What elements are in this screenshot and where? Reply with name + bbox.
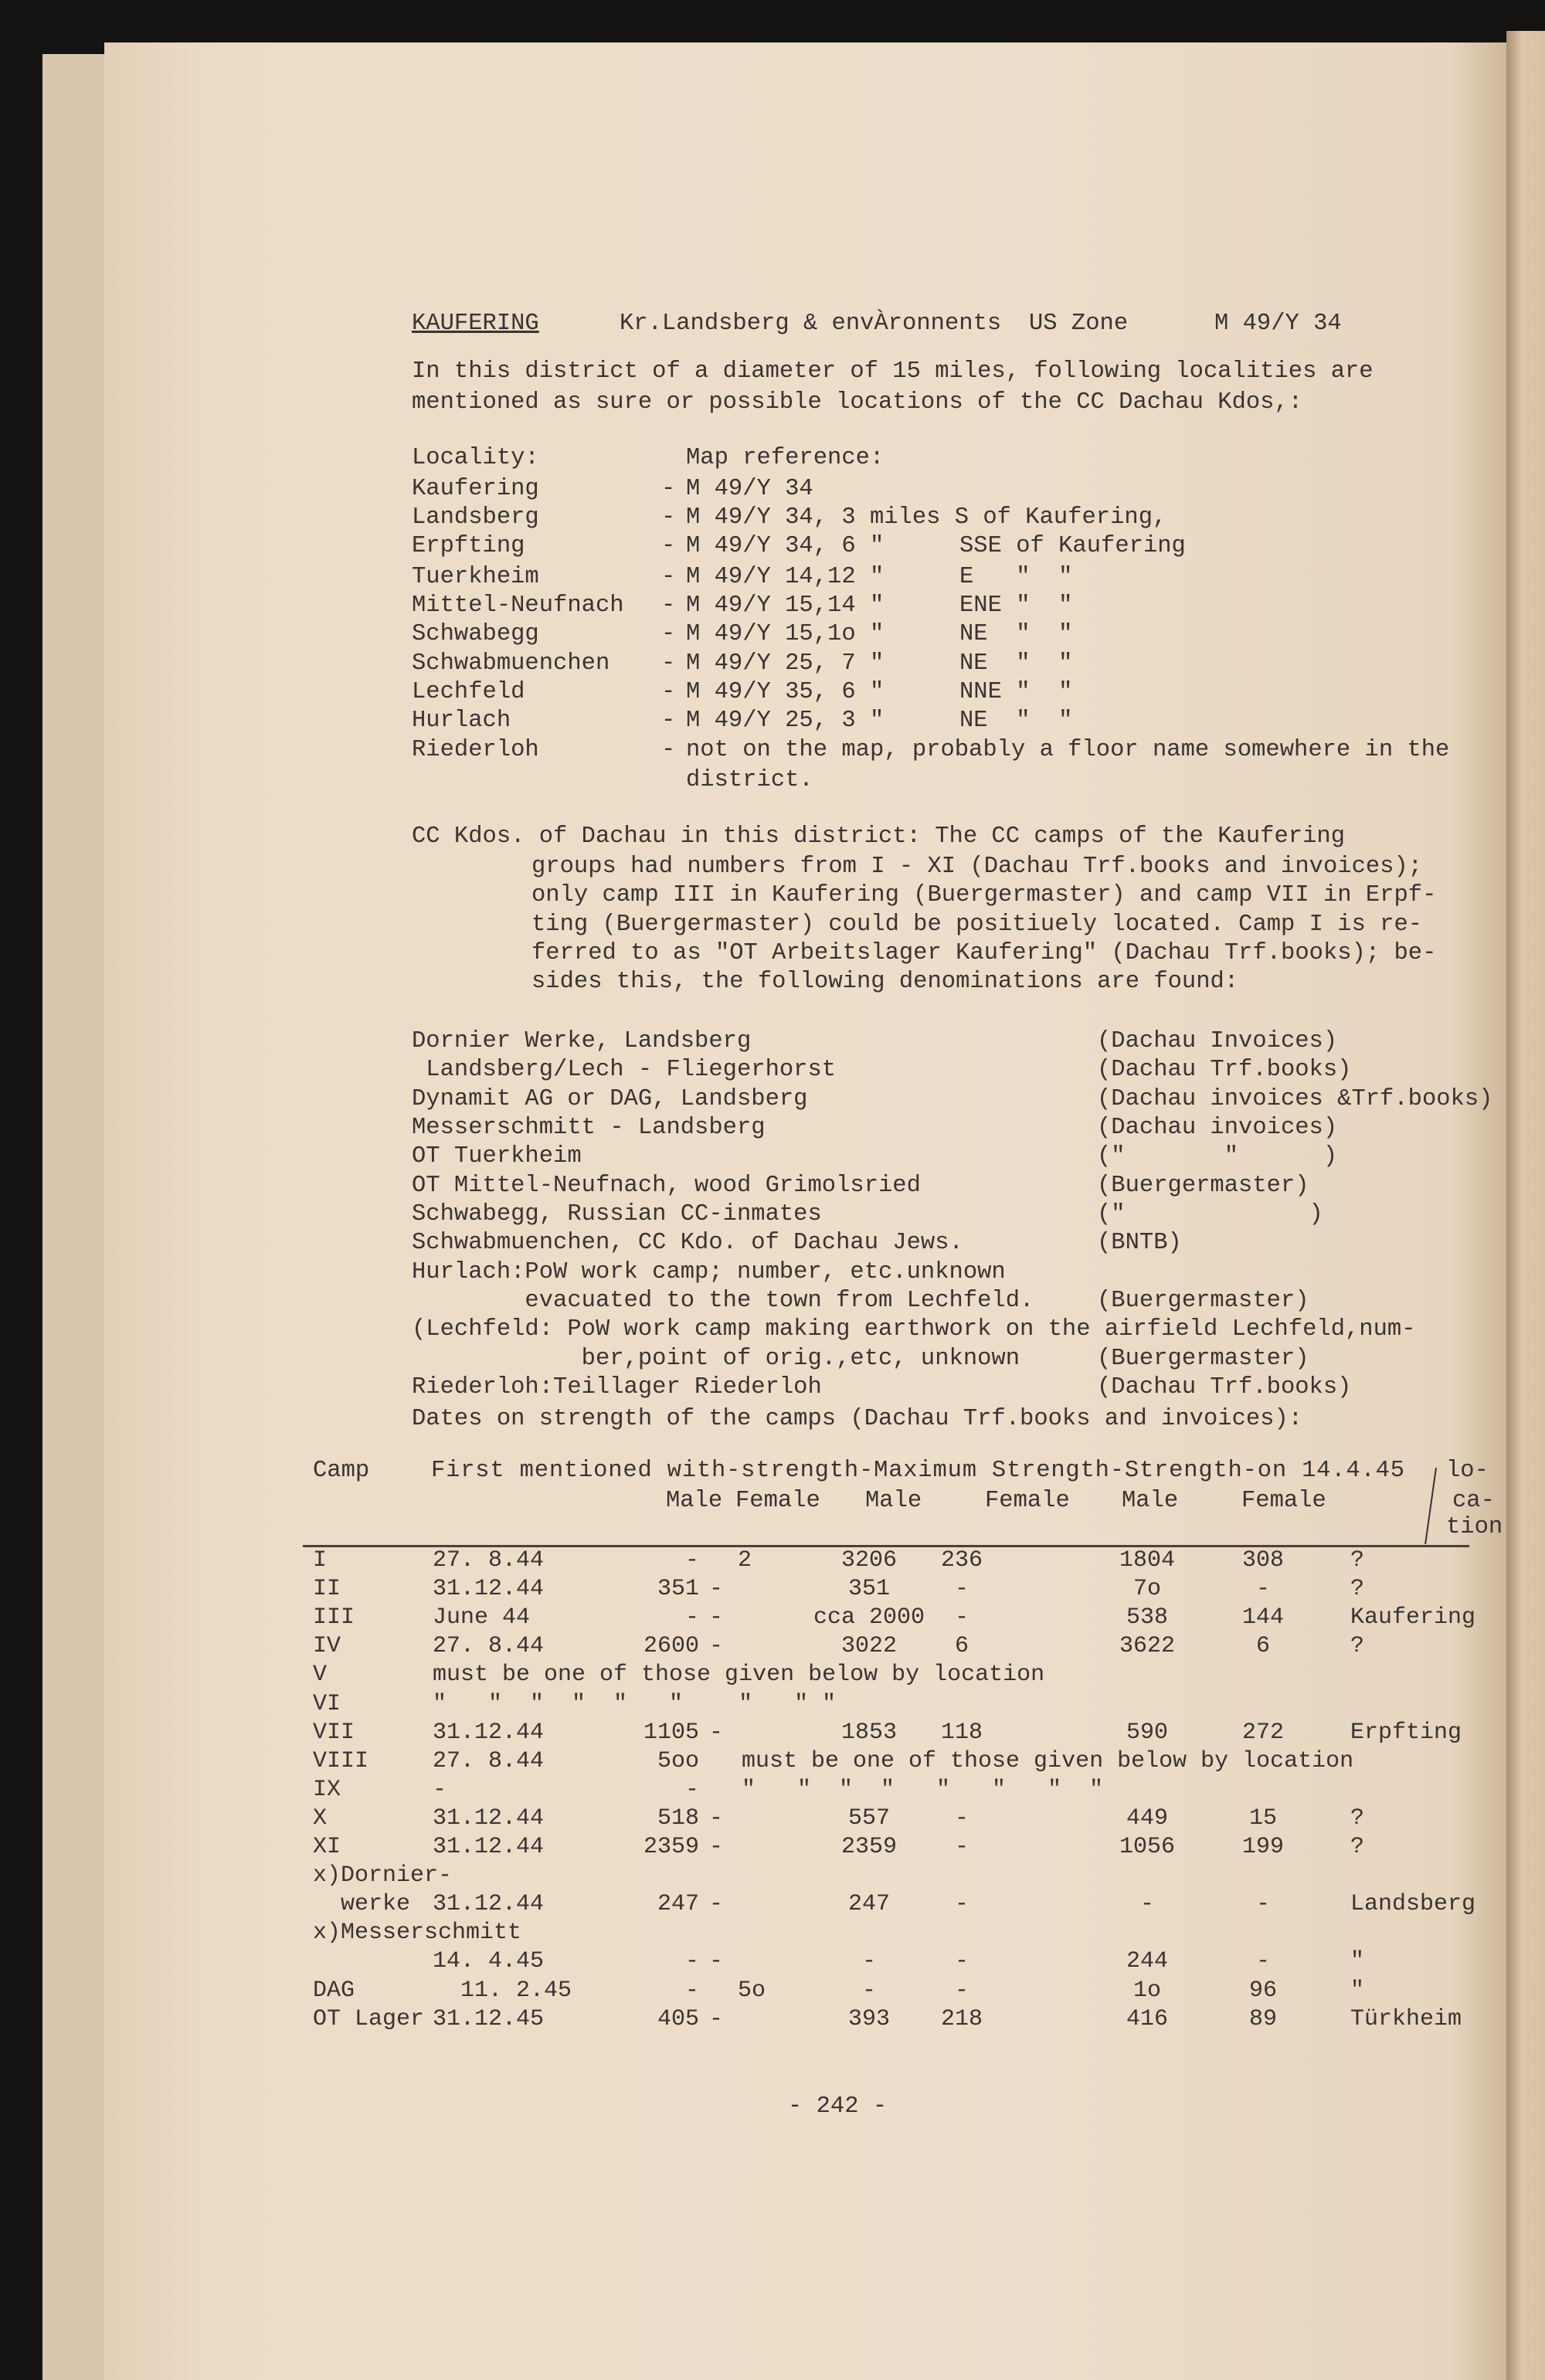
strength-on-date-male: 7o bbox=[1132, 1576, 1161, 1603]
with-strength-female: - bbox=[709, 1834, 724, 1860]
with-strength-female: - bbox=[709, 2005, 724, 2032]
with-strength-female: - bbox=[709, 1633, 724, 1660]
camp-location: Landsberg bbox=[1350, 1891, 1476, 1918]
camp-id: x)Messerschmitt bbox=[313, 1920, 522, 1947]
first-mentioned-date: 31.12.44 bbox=[433, 1719, 545, 1746]
with-strength-male: 247 bbox=[657, 1891, 699, 1918]
with-strength-male: 405 bbox=[657, 2005, 699, 2032]
page-stack-edge bbox=[81, 54, 107, 2380]
locality-map-reference: M 49/Y 15,1o " bbox=[686, 621, 885, 647]
locality-name: Lechfeld bbox=[412, 679, 525, 705]
locality-map-reference: M 49/Y 15,14 " bbox=[686, 592, 885, 619]
strength-on-date-female: - bbox=[1255, 1576, 1270, 1603]
table-header-location: tion bbox=[1446, 1514, 1503, 1540]
denomination-source: (Dachau Trf.books) bbox=[1097, 1374, 1352, 1400]
camp-id: III bbox=[313, 1604, 355, 1631]
camp-location: Türkheim bbox=[1350, 2005, 1462, 2032]
locality-direction: NE " " bbox=[959, 650, 1073, 677]
camp-id: VI bbox=[313, 1690, 341, 1717]
maximum-strength-female: - bbox=[954, 1805, 969, 1832]
strength-on-date-female: 96 bbox=[1248, 1977, 1277, 2004]
maximum-strength-female: - bbox=[954, 1977, 969, 2004]
first-mentioned-date: 31.12.44 bbox=[433, 1891, 545, 1918]
locality-direction: NE " " bbox=[959, 621, 1073, 647]
locality-name: Mittel-Neufnach bbox=[412, 592, 624, 619]
table-header-main: First mentioned with-strength-Maximum Strength-Strength-on 14.4.45 bbox=[431, 1458, 1405, 1484]
strength-on-date-female: 144 bbox=[1241, 1604, 1284, 1631]
locality-map-reference: not on the map, probably a floor name somewhere in the bbox=[686, 737, 1450, 763]
denomination-source: (" ) bbox=[1097, 1201, 1323, 1227]
maximum-strength-male: 2359 bbox=[840, 1834, 897, 1860]
strength-on-date-female: 89 bbox=[1248, 2005, 1277, 2032]
with-strength-male: 2600 bbox=[643, 1633, 699, 1660]
map-column-header: Map reference: bbox=[686, 445, 885, 471]
maximum-strength-female: - bbox=[954, 1834, 969, 1860]
locality-name: Schwabegg bbox=[412, 621, 539, 647]
locality-map-reference: M 49/Y 35, 6 " bbox=[686, 679, 885, 705]
camp-id: IV bbox=[313, 1633, 341, 1660]
page-number: - 242 - bbox=[788, 2093, 888, 2120]
denomination-source: (Dachau invoices &Trf.books) bbox=[1097, 1086, 1493, 1112]
dash: - bbox=[661, 679, 676, 705]
with-strength-male: - bbox=[684, 1604, 699, 1631]
with-strength-male: 518 bbox=[657, 1805, 699, 1832]
locality-direction: NNE " " bbox=[959, 679, 1073, 705]
row-note: " " " " " " " " bbox=[742, 1776, 1104, 1803]
camp-id: VII bbox=[313, 1719, 355, 1746]
with-strength-female: - bbox=[709, 1576, 724, 1603]
camp-location: ? bbox=[1350, 1805, 1365, 1832]
denomination-source: (Dachau invoices) bbox=[1097, 1115, 1338, 1141]
with-strength-female: - bbox=[709, 1948, 724, 1975]
page-title: KAUFERING bbox=[412, 311, 539, 337]
table-header-camp: Camp bbox=[313, 1458, 370, 1484]
row-note: must be one of those given below by location bbox=[433, 1662, 1045, 1689]
dash: - bbox=[661, 533, 676, 559]
dash: - bbox=[661, 621, 676, 647]
locality-map-reference: M 49/Y 34, 6 " bbox=[686, 533, 885, 559]
denomination-name: Dynamit AG or DAG, Landsberg bbox=[412, 1086, 808, 1112]
maximum-strength-male: - bbox=[861, 1977, 876, 2004]
camp-location: ? bbox=[1350, 1633, 1365, 1660]
camp-location: Kaufering bbox=[1350, 1604, 1476, 1631]
locality-map-reference: M 49/Y 34, 3 miles S of Kaufering, bbox=[686, 504, 1167, 531]
row-note: must be one of those given below by location bbox=[742, 1747, 1354, 1774]
denomination-source: (" " ) bbox=[1097, 1143, 1338, 1170]
strength-on-date-female: 199 bbox=[1241, 1834, 1284, 1860]
next-page-edge bbox=[1506, 31, 1545, 2380]
maximum-strength-male: 393 bbox=[847, 2005, 890, 2032]
with-strength-male: 2359 bbox=[643, 1834, 699, 1860]
camp-location: ? bbox=[1350, 1547, 1365, 1574]
dash: - bbox=[661, 564, 676, 590]
maximum-strength-female: 6 bbox=[954, 1633, 969, 1660]
camp-id: DAG bbox=[313, 1977, 355, 2004]
locality-map-reference: M 49/Y 14,12 " bbox=[686, 564, 885, 590]
first-mentioned-date: 14. 4.45 bbox=[433, 1948, 545, 1975]
denomination-name: Dornier Werke, Landsberg bbox=[412, 1028, 752, 1054]
first-mentioned-date: - bbox=[433, 1776, 447, 1803]
denomination-name: (Lechfeld: PoW work camp making earthwork on the airfield Lechfeld,num- bbox=[412, 1316, 1416, 1343]
zone: US Zone bbox=[1029, 311, 1129, 337]
locality-name: Kaufering bbox=[412, 476, 539, 502]
map-reference: M 49/Y 34 bbox=[1214, 311, 1342, 337]
maximum-strength-female: 236 bbox=[940, 1547, 983, 1574]
dash: - bbox=[661, 737, 676, 763]
first-mentioned-date: 27. 8.44 bbox=[433, 1547, 545, 1574]
strength-on-date-female: - bbox=[1255, 1891, 1270, 1918]
with-strength-female: 5o bbox=[738, 1977, 766, 2004]
maximum-strength-male: 1853 bbox=[840, 1719, 897, 1746]
dash: - bbox=[661, 476, 676, 502]
camp-id: werke bbox=[313, 1891, 411, 1918]
first-mentioned-date: 31.12.45 bbox=[433, 2005, 545, 2032]
maximum-strength-male: 3206 bbox=[840, 1547, 897, 1574]
strength-on-date-male: 1o bbox=[1132, 1977, 1161, 2004]
first-mentioned-date: 11. 2.45 bbox=[433, 1977, 572, 2004]
with-strength-female: 2 bbox=[738, 1547, 752, 1574]
camp-id: x)Dornier- bbox=[313, 1862, 453, 1889]
with-strength-male: 5oo bbox=[657, 1747, 699, 1774]
table-subheader: Female bbox=[735, 1488, 820, 1514]
first-mentioned-date: 27. 8.44 bbox=[433, 1747, 545, 1774]
cc-kdos-paragraph-line: groups had numbers from I - XI (Dachau Trf.books and invoices); bbox=[531, 854, 1423, 880]
locality-direction: ENE " " bbox=[959, 592, 1073, 619]
intro-line: In this district of a diameter of 15 miles, following localities are bbox=[412, 358, 1374, 385]
locality-map-reference: M 49/Y 25, 3 " bbox=[686, 708, 885, 734]
dash: - bbox=[661, 650, 676, 677]
table-subheader: Male bbox=[865, 1488, 922, 1514]
denomination-name: Schwabegg, Russian CC-inmates bbox=[412, 1201, 822, 1227]
cc-kdos-paragraph-line: ferred to as "OT Arbeitslager Kaufering" (Dachau Trf.books); be- bbox=[531, 940, 1437, 966]
strength-on-date-male: 1804 bbox=[1119, 1547, 1175, 1574]
first-mentioned-date: 27. 8.44 bbox=[433, 1633, 545, 1660]
riederloh-continuation: district. bbox=[686, 767, 813, 793]
strength-on-date-female: - bbox=[1255, 1948, 1270, 1975]
dash: - bbox=[661, 708, 676, 734]
intro-line: mentioned as sure or possible locations of the CC Dachau Kdos,: bbox=[412, 389, 1303, 416]
maximum-strength-female: - bbox=[954, 1948, 969, 1975]
table-subheader: Female bbox=[985, 1488, 1070, 1514]
locality-name: Erpfting bbox=[412, 533, 525, 559]
strength-on-date-female: 6 bbox=[1255, 1633, 1270, 1660]
maximum-strength-female: - bbox=[954, 1576, 969, 1603]
with-strength-female: - bbox=[709, 1604, 724, 1631]
maximum-strength-female: 218 bbox=[940, 2005, 983, 2032]
maximum-strength-male: 247 bbox=[847, 1891, 890, 1918]
maximum-strength-male: 557 bbox=[847, 1805, 890, 1832]
locality-name: Riederloh bbox=[412, 737, 539, 763]
locality-name: Schwabmuenchen bbox=[412, 650, 610, 677]
denomination-name: Landsberg/Lech - Fliegerhorst bbox=[412, 1057, 837, 1083]
denomination-source: (Dachau Invoices) bbox=[1097, 1028, 1338, 1054]
camp-id: V bbox=[313, 1662, 328, 1689]
cc-kdos-paragraph-line: ting (Buergermaster) could be positiuely located. Camp I is re- bbox=[531, 912, 1423, 938]
locality-name: Tuerkheim bbox=[412, 564, 539, 590]
strength-on-date-male: 449 bbox=[1126, 1805, 1168, 1832]
table-subheader: Male bbox=[1122, 1488, 1179, 1514]
first-mentioned-date: 31.12.44 bbox=[433, 1576, 545, 1603]
denomination-name: Dates on strength of the camps (Dachau Trf.books and invoices): bbox=[412, 1406, 1303, 1432]
camp-id: I bbox=[313, 1547, 328, 1574]
maximum-strength-male: cca 2000 bbox=[813, 1604, 925, 1631]
table-header-location: lo- bbox=[1446, 1458, 1489, 1484]
locality-map-reference: M 49/Y 25, 7 " bbox=[686, 650, 885, 677]
camp-id: OT Lager bbox=[313, 2005, 425, 2032]
camp-location: Erpfting bbox=[1350, 1719, 1462, 1746]
strength-on-date-male: - bbox=[1139, 1891, 1154, 1918]
table-header-location: ca- bbox=[1452, 1488, 1495, 1514]
strength-on-date-female: 272 bbox=[1241, 1719, 1284, 1746]
cc-kdos-paragraph-line: only camp III in Kaufering (Buergermaster) and camp VII in Erpf- bbox=[531, 882, 1437, 908]
with-strength-male: - bbox=[684, 1776, 699, 1803]
table-subheader: Male bbox=[666, 1488, 723, 1514]
cc-kdos-paragraph-line: sides this, the following denominations are found: bbox=[531, 969, 1239, 995]
with-strength-male: - bbox=[684, 1547, 699, 1574]
denomination-source: (BNTB) bbox=[1097, 1230, 1182, 1256]
camp-location: ? bbox=[1350, 1576, 1365, 1603]
strength-on-date-male: 1056 bbox=[1119, 1834, 1175, 1860]
camp-location: " bbox=[1350, 1977, 1365, 2004]
denomination-name: Messerschmitt - Landsberg bbox=[412, 1115, 766, 1141]
denomination-name: evacuated to the town from Lechfeld. bbox=[412, 1288, 1034, 1314]
denomination-source: (Buergermaster) bbox=[1097, 1173, 1309, 1199]
denomination-name: Riederloh:Teillager Riederloh bbox=[412, 1374, 822, 1400]
strength-on-date-male: 244 bbox=[1126, 1948, 1168, 1975]
with-strength-female: - bbox=[709, 1805, 724, 1832]
maximum-strength-female: - bbox=[954, 1604, 969, 1631]
camp-id: II bbox=[313, 1576, 341, 1603]
with-strength-male: - bbox=[684, 1948, 699, 1975]
strength-on-date-male: 416 bbox=[1126, 2005, 1168, 2032]
denomination-source: (Buergermaster) bbox=[1097, 1288, 1309, 1314]
camp-location: " bbox=[1350, 1948, 1365, 1975]
maximum-strength-male: - bbox=[861, 1948, 876, 1975]
denomination-name: ber,point of orig.,etc, unknown bbox=[412, 1346, 1020, 1372]
camp-id: IX bbox=[313, 1776, 341, 1803]
with-strength-female: - bbox=[709, 1891, 724, 1918]
row-note: " " " " " " " " " bbox=[433, 1690, 837, 1717]
with-strength-male: 1105 bbox=[643, 1719, 699, 1746]
denomination-source: (Dachau Trf.books) bbox=[1097, 1057, 1352, 1083]
maximum-strength-male: 3022 bbox=[840, 1633, 897, 1660]
camp-id: X bbox=[313, 1805, 328, 1832]
district: Kr.Landsberg & envÀronnents bbox=[620, 311, 1002, 337]
denomination-source: (Buergermaster) bbox=[1097, 1346, 1309, 1372]
with-strength-male: 351 bbox=[657, 1576, 699, 1603]
dash: - bbox=[661, 504, 676, 531]
camp-id: VIII bbox=[313, 1747, 369, 1774]
denomination-name: OT Tuerkheim bbox=[412, 1143, 582, 1170]
locality-direction: E " " bbox=[959, 564, 1073, 590]
dash: - bbox=[661, 592, 676, 619]
locality-name: Landsberg bbox=[412, 504, 539, 531]
with-strength-male: - bbox=[684, 1977, 699, 2004]
camp-id: XI bbox=[313, 1834, 341, 1860]
locality-direction: NE " " bbox=[959, 708, 1073, 734]
maximum-strength-male: 351 bbox=[847, 1576, 890, 1603]
locality-map-reference: M 49/Y 34 bbox=[686, 476, 813, 502]
table-subheader: Female bbox=[1241, 1488, 1326, 1514]
maximum-strength-female: - bbox=[954, 1891, 969, 1918]
denomination-name: Hurlach:PoW work camp; number, etc.unknown bbox=[412, 1259, 1006, 1285]
strength-on-date-male: 538 bbox=[1126, 1604, 1168, 1631]
strength-on-date-female: 15 bbox=[1248, 1805, 1277, 1832]
first-mentioned-date: June 44 bbox=[433, 1604, 531, 1631]
first-mentioned-date: 31.12.44 bbox=[433, 1834, 545, 1860]
strength-on-date-male: 590 bbox=[1126, 1719, 1168, 1746]
locality-direction: SSE of Kaufering bbox=[959, 533, 1186, 559]
camp-location: ? bbox=[1350, 1834, 1365, 1860]
first-mentioned-date: 31.12.44 bbox=[433, 1805, 545, 1832]
locality-column-header: Locality: bbox=[412, 445, 539, 471]
cc-kdos-paragraph-line: CC Kdos. of Dachau in this district: The CC camps of the Kaufering bbox=[412, 823, 1345, 850]
locality-name: Hurlach bbox=[412, 708, 511, 734]
denomination-name: Schwabmuenchen, CC Kdo. of Dachau Jews. bbox=[412, 1230, 963, 1256]
denomination-name: OT Mittel-Neufnach, wood Grimolsried bbox=[412, 1173, 921, 1199]
with-strength-female: - bbox=[709, 1719, 724, 1746]
maximum-strength-female: 118 bbox=[940, 1719, 983, 1746]
strength-on-date-female: 308 bbox=[1241, 1547, 1284, 1574]
strength-on-date-male: 3622 bbox=[1119, 1633, 1175, 1660]
